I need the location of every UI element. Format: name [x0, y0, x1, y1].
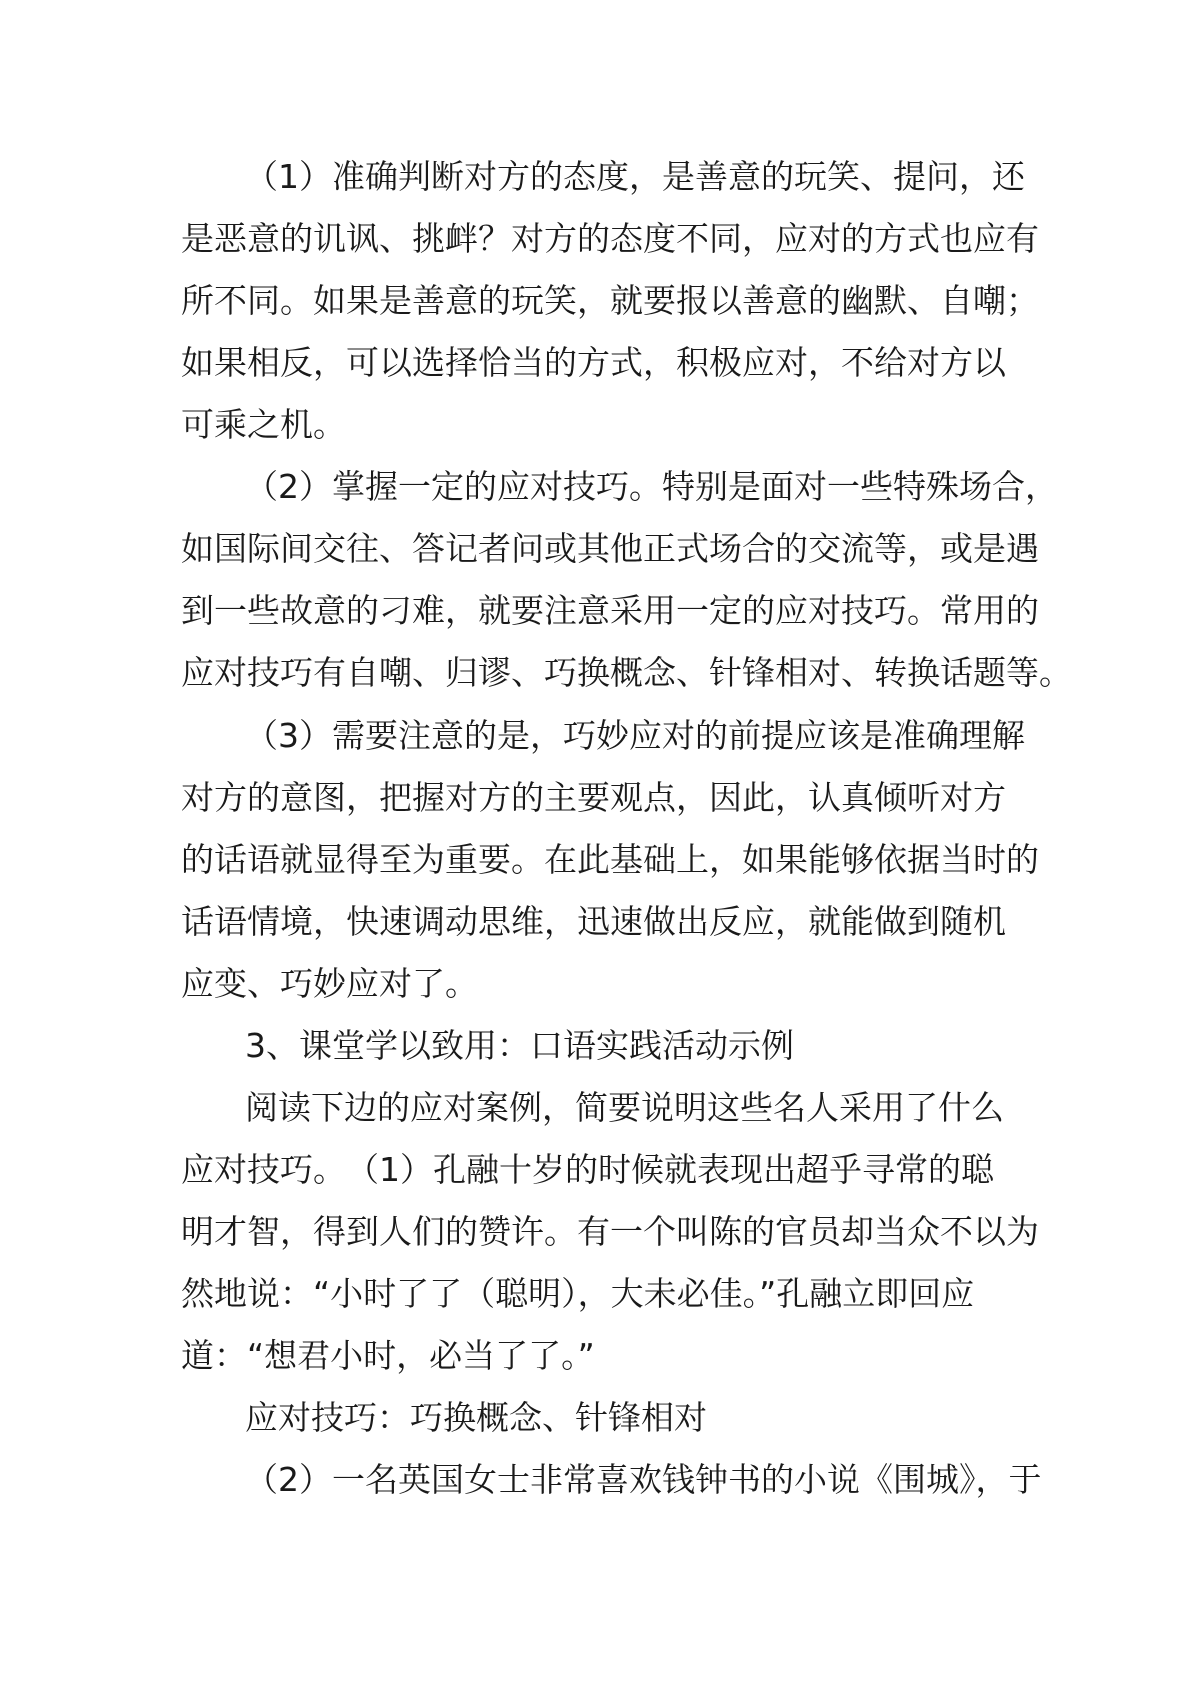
text-line: 明才智，得到人们的赞许。有一个叫陈的官员却当众不以为 — [181, 1212, 1039, 1251]
text-line: （1）准确判断对方的态度，是善意的玩笑、提问，还 — [245, 157, 1025, 196]
text-line: 道：“想君小时，必当了了。” — [181, 1336, 595, 1375]
text-line: 应变、巧妙应对了。 — [181, 964, 478, 1003]
text-line: （2）一名英国女士非常喜欢钱钟书的小说《围城》，于 — [245, 1460, 1042, 1499]
text-line: 应对技巧。 （1）孔融十岁的时候就表现出超乎寻常的聪 — [181, 1150, 994, 1189]
text-line: 如国际间交往、答记者问或其他正式场合的交流等，或是遇 — [181, 529, 1039, 568]
text-line: 对方的意图，把握对方的主要观点，因此，认真倾听对方 — [181, 778, 1006, 817]
text-line: 到一些故意的刁难，就要注意采用一定的应对技巧。常用的 — [181, 591, 1039, 630]
text-line: 应对技巧：巧换概念、针锋相对 — [245, 1398, 707, 1437]
text-line: 可乘之机。 — [181, 405, 346, 444]
text-line: 应对技巧有自嘲、归谬、巧换概念、针锋相对、转换话题等。 — [181, 653, 1072, 692]
text-line: （2）掌握一定的应对技巧。特别是面对一些特殊场合， — [245, 467, 1058, 506]
text-line: 阅读下边的应对案例，简要说明这些名人采用了什么 — [245, 1088, 1004, 1127]
text-line: 话语情境，快速调动思维，迅速做出反应，就能做到随机 — [181, 902, 1006, 941]
text-line: 如果相反，可以选择恰当的方式，积极应对，不给对方以 — [181, 343, 1006, 382]
text-line: 是恶意的讥讽、挑衅？对方的态度不同，应对的方式也应有 — [181, 219, 1039, 258]
section-heading: 3、课堂学以致用：口语实践活动示例 — [245, 1026, 794, 1065]
text-line: 的话语就显得至为重要。在此基础上，如果能够依据当时的 — [181, 840, 1039, 879]
text-line: 所不同。如果是善意的玩笑，就要报以善意的幽默、自嘲； — [181, 281, 1039, 320]
text-line: 然地说：“小时了了（聪明），大未必佳。”孔融立即回应 — [181, 1274, 975, 1313]
text-line: （3）需要注意的是，巧妙应对的前提应该是准确理解 — [245, 716, 1025, 755]
